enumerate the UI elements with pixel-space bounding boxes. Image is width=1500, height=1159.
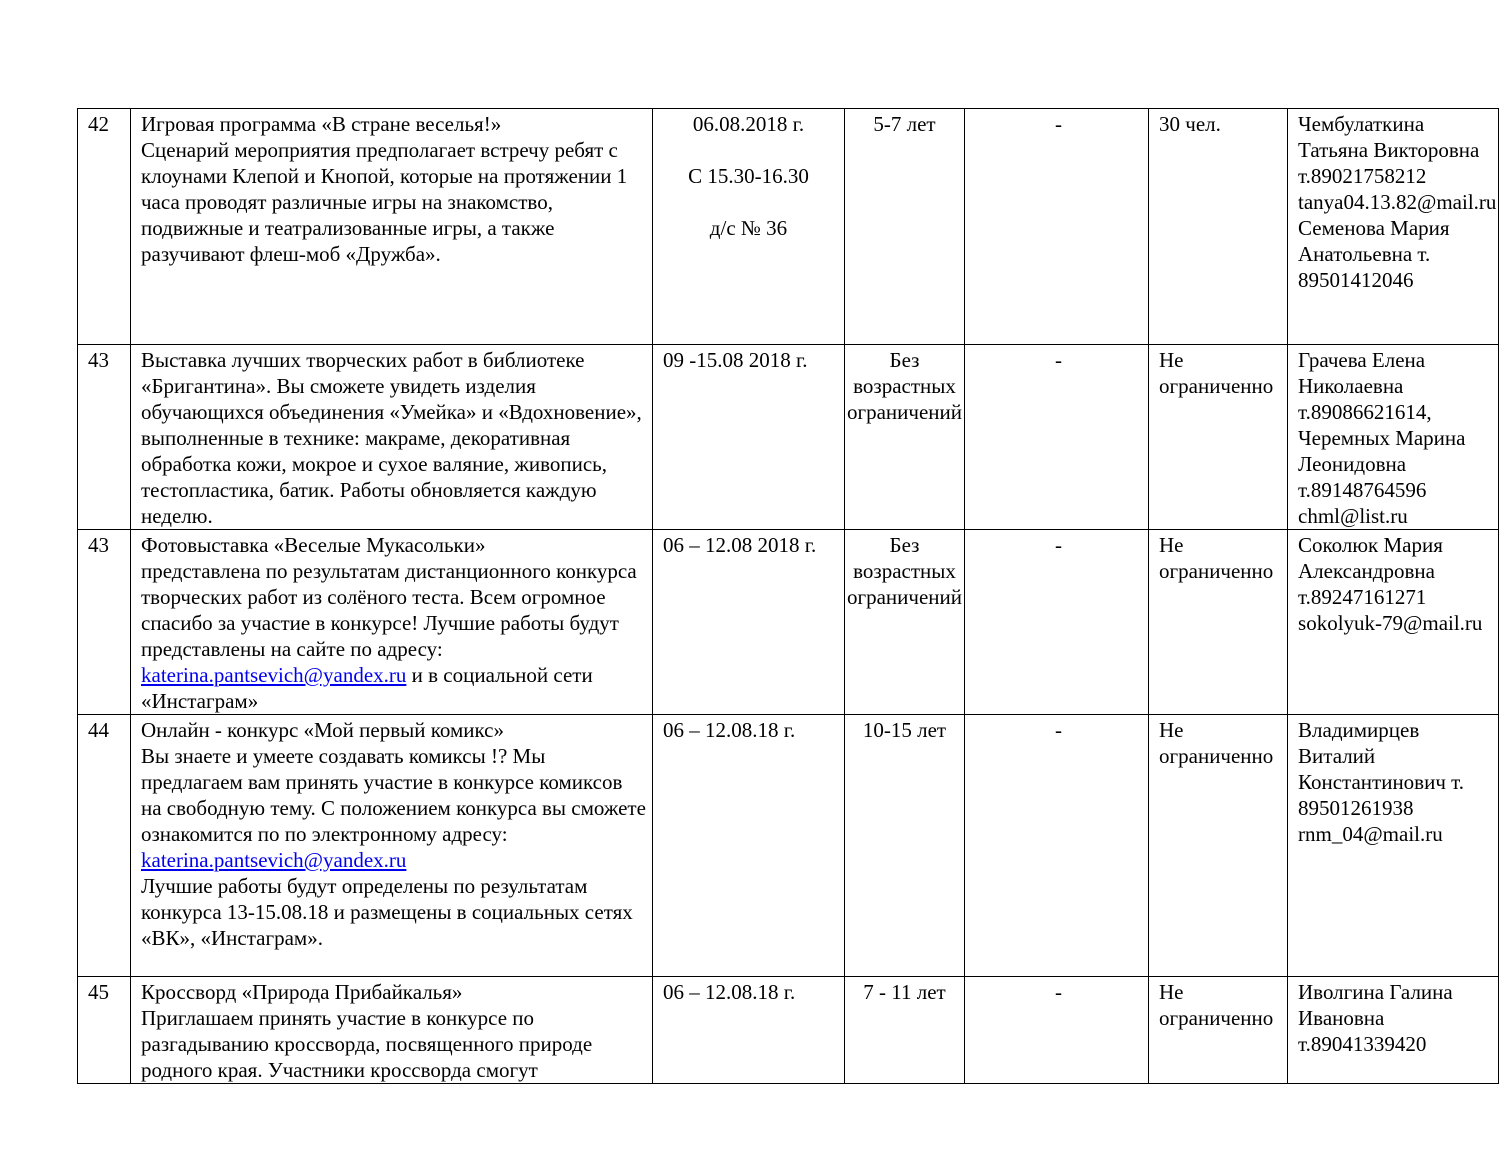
event-age: Без возрастных ограничений	[845, 530, 965, 715]
event-age: 5-7 лет	[845, 109, 965, 345]
event-age: Без возрастных ограничений	[845, 345, 965, 530]
event-participants: Не ограниченно	[1149, 977, 1288, 1084]
row-number: 43	[78, 530, 131, 715]
event-contact: Соколюк Мария Александровна т.89247161271 sokolyuk-79@mail.ru	[1288, 530, 1499, 715]
event-date: 09 -15.08 2018 г.	[653, 345, 845, 530]
table-row	[78, 109, 1499, 345]
event-description	[131, 345, 653, 530]
table-row	[78, 715, 1499, 977]
event-date: 06 – 12.08.18 г.	[653, 715, 845, 977]
event-date-day: 06.08.2018 г.	[692, 112, 805, 136]
event-text-after: и в социальной сети «Инстаграм»	[141, 663, 593, 713]
event-title: Фотовыставка «Веселые Мукасольки»	[141, 533, 486, 557]
event-time: С 15.30-16.30	[688, 164, 809, 188]
event-title: Выставка лучших творческих работ в библиотеке «Бригантина».	[141, 348, 585, 398]
event-venue: д/с № 36	[709, 216, 788, 240]
event-contact: Грачева Елена Николаевна т.89086621614, Черемных Марина Леонидовна т.89148764596 chml@list.ru	[1288, 345, 1499, 530]
row-number: 45	[78, 977, 131, 1084]
table-row	[78, 530, 1499, 715]
events-table	[77, 108, 1499, 1084]
event-age: 10-15 лет	[845, 715, 965, 977]
event-participants: Не ограниченно	[1149, 345, 1288, 530]
row-number: 44	[78, 715, 131, 977]
event-contact: Иволгина Галина Ивановна т.89041339420	[1288, 977, 1499, 1084]
event-date: 06 – 12.08 2018 г.	[653, 530, 845, 715]
event-fee: -	[965, 345, 1149, 530]
event-fee: -	[965, 715, 1149, 977]
event-participants: Не ограниченно	[1149, 530, 1288, 715]
email-link[interactable]: katerina.pantsevich@yandex.ru	[141, 663, 407, 687]
event-title: Онлайн - конкурс «Мой первый комикс»	[141, 718, 504, 742]
event-description	[131, 109, 653, 345]
row-number: 43	[78, 345, 131, 530]
event-contact: Владимирцев Виталий Константинович т. 89501261938 rnm_04@mail.ru	[1288, 715, 1499, 977]
event-text: Вы сможете увидеть изделия обучающихся объединения «Умейка» и «Вдохновение», выполненные в технике: макраме, декоративная обработка кожи, мокрое и сухое валяние, живопись, тестопластика, батик. Работы обновляется каждую неделю.	[141, 374, 642, 528]
event-age: 7 - 11 лет	[845, 977, 965, 1084]
table-row	[78, 977, 1499, 1084]
event-title: Кроссворд «Природа Прибайкалья»	[141, 980, 463, 1004]
event-description	[131, 530, 653, 715]
event-fee: -	[965, 977, 1149, 1084]
email-link[interactable]: katerina.pantsevich@yandex.ru	[141, 848, 407, 872]
event-text-after: Лучшие работы будут определены по результатам конкурса 13-15.08.18 и размещены в социальных сетях «ВК», «Инстаграм».	[141, 874, 633, 950]
event-contact: Чембулаткина Татьяна Викторовна т.89021758212 tanya04.13.82@mail.ru Семенова Мария Анатольевна т. 89501412046	[1288, 109, 1499, 345]
event-text: Сценарий мероприятия предполагает встречу ребят с клоунами Клепой и Кнопой, которые на протяжении 1 часа проводят различные игры на знакомство, подвижные и театрализованные игры, а также разучивают флеш-моб «Дружба».	[141, 138, 628, 266]
row-number: 42	[78, 109, 131, 345]
table-row	[78, 345, 1499, 530]
event-description	[131, 715, 653, 977]
event-text: Вы знаете и умеете создавать комиксы !? Мы предлагаем вам принять участие в конкурсе комиксов на свободную тему. С положением конкурса вы сможете ознакомится по по электронному адресу:	[141, 744, 646, 846]
event-participants: Не ограниченно	[1149, 715, 1288, 977]
event-participants: 30 чел.	[1149, 109, 1288, 345]
event-text: Приглашаем принять участие в конкурсе по разгадыванию кроссворда, посвященного природе родного края. Участники кроссворда смогут	[141, 1006, 593, 1082]
event-fee: -	[965, 530, 1149, 715]
event-date	[653, 109, 845, 345]
event-fee: -	[965, 109, 1149, 345]
event-text: представлена по результатам дистанционного конкурса творческих работ из солёного теста. Всем огромное спасибо за участие в конкурсе! Лучшие работы будут представлены на сайте по адресу:	[141, 559, 637, 661]
event-date: 06 – 12.08.18 г.	[653, 977, 845, 1084]
event-title: Игровая программа «В стране веселья!»	[141, 112, 502, 136]
event-description	[131, 977, 653, 1084]
